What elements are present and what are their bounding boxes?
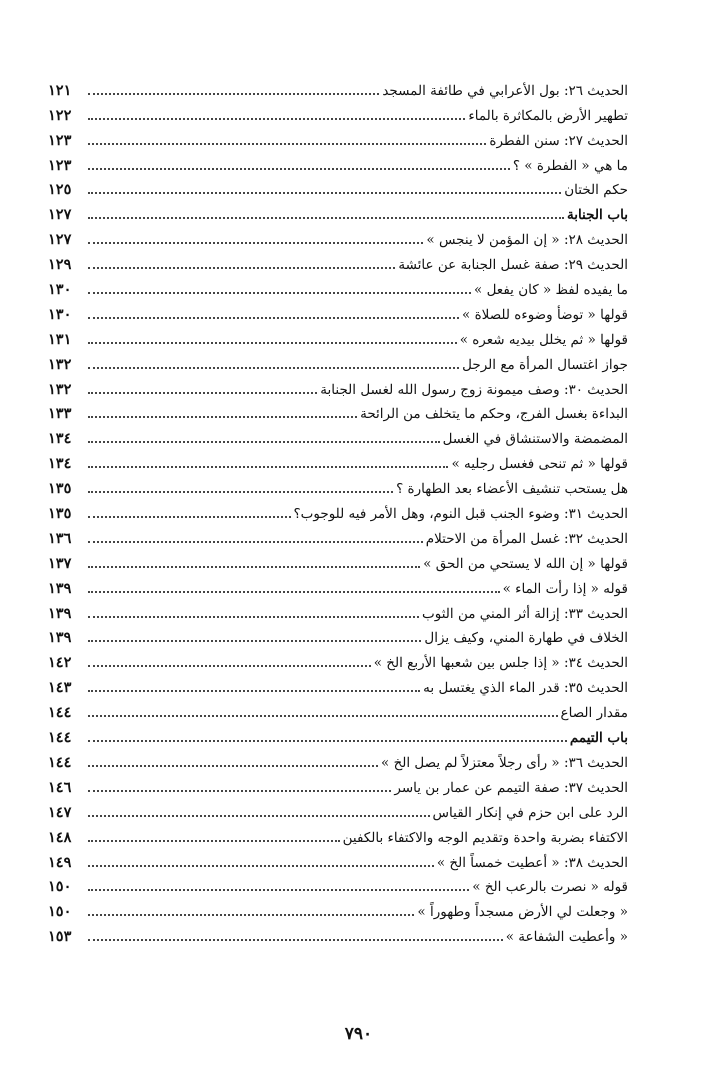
dot-leader [88,168,510,170]
toc-entry-title: الاكتفاء بضربة واحدة وتقديم الوجه والاكتفاء بالكفين [342,829,628,846]
toc-entry [48,124,628,149]
toc-entry [48,323,628,348]
toc-entry [48,273,628,299]
toc-entry [48,696,628,722]
dot-leader [88,640,421,642]
toc-entry-page: ١٣٠ [48,281,72,299]
dot-leader [88,566,420,568]
dot-leader [88,889,469,891]
dot-leader [88,342,457,344]
dot-leader [88,466,448,468]
toc-entry [48,821,628,846]
toc-entry-page: ١٢٧ [48,231,72,249]
toc-entry [48,248,628,274]
dot-leader [88,317,459,319]
toc-entry-title: « وجعلت لي الأرض مسجداً وطهوراً » [417,904,628,921]
toc-entry-title: تطهير الأرض بالمكاثرة بالماء [468,107,628,124]
table-of-contents [48,74,628,946]
toc-entry-title: قوله « نصرت بالرعب الخ » [472,879,628,896]
toc-entry-page: ١٣٤ [48,455,72,473]
toc-entry [48,746,628,771]
toc-entry [48,373,628,398]
dot-leader [88,790,391,792]
toc-entry-title: الخلاف في طهارة المني، وكيف يزال [424,630,628,647]
toc-entry-page: ١٥٣ [48,928,72,946]
dot-leader [88,541,423,543]
toc-entry-title: الحديث ٢٨: « إن المؤمن لا ينجس » [426,232,628,249]
toc-entry-page: ١٣٥ [48,505,72,523]
toc-entry [48,646,628,672]
toc-entry-title: الحديث ٣٨: « أعطيت خمساً الخ » [436,854,628,871]
dot-leader [88,815,430,817]
dot-leader [88,367,459,369]
toc-entry-title: الرد على ابن حزم في إنكار القياس [432,804,628,821]
toc-entry [48,771,628,796]
toc-entry [48,74,628,99]
dot-leader [88,267,395,269]
toc-entry [48,99,628,124]
toc-entry-page: ١٤٤ [48,753,72,771]
toc-entry-page: ١٢٣ [48,156,72,174]
toc-entry-title: قولها « توضأ وضوءه للصلاة » [462,306,628,323]
toc-entry-title: المضمضة والاستنشاق في الغسل [442,431,628,448]
toc-entry-page: ١٢٥ [48,181,72,199]
toc-entry [48,920,628,946]
toc-entry [48,871,628,896]
dot-leader [88,93,379,95]
toc-entry-page: ١٥٠ [48,878,72,896]
toc-entry-page: ١٤٣ [48,679,72,697]
toc-entry-title: الحديث ٣٦: « رأى رجلاً معتزلاً لم يصل الخ » [381,754,628,771]
toc-entry-title: قولها « إن الله لا يستحي من الحق » [423,555,628,572]
toc-entry [48,447,628,473]
toc-entry [48,796,628,821]
toc-entry [48,572,628,597]
toc-entry-title: ما هي « الفطرة » ؟ [512,157,628,174]
dot-leader [88,665,371,667]
dot-leader [88,715,558,717]
toc-entry-title: الحديث ٣٢: غسل المرأة من الاحتلام [425,530,628,547]
toc-entry-page: ١٣٢ [48,355,72,373]
toc-entry-title: ما يفيده لفظ « كان يفعل » [474,282,628,299]
toc-entry-title: الحديث ٣٣: إزالة أثر المني من الثوب [422,605,628,622]
toc-entry-page: ١٣٠ [48,305,72,323]
toc-entry-page: ١٣٤ [48,430,72,448]
toc-entry-title: الحديث ٢٦: بول الأعرابي في طائفة المسجد [382,82,628,99]
toc-entry-page: ١٤٩ [48,853,72,871]
toc-entry-page: ١٣١ [48,330,72,348]
toc-entry-page: ١٣٦ [48,529,72,547]
toc-entry-title: باب التيمم [569,730,628,747]
toc-entry-page: ١٤٨ [48,828,72,846]
toc-entry-title: باب الجنابة [566,207,628,224]
dot-leader [88,491,393,493]
page-number: ٧٩٠ [344,1024,373,1044]
toc-entry-page: ١٢٣ [48,131,72,149]
dot-leader [88,217,564,219]
dot-leader [88,939,503,941]
dot-leader [88,865,434,867]
dot-leader [88,416,357,418]
toc-entry [48,174,628,199]
dot-leader [88,192,561,194]
toc-entry-title: هل يستحب تنشيف الأعضاء بعد الطهارة ؟ [396,481,628,498]
toc-entry-title: حكم الختان [564,182,628,199]
toc-entry-page: ١٤٤ [48,704,72,722]
toc-entry-page: ١٢١ [48,81,72,99]
toc-entry-title: قوله « إذا رأت الماء » [502,580,628,597]
toc-entry-title: قولها « ثم تنحى فغسل رجليه » [451,456,628,473]
toc-entry [48,422,628,448]
toc-entry [48,721,628,747]
dot-leader [88,591,500,593]
toc-entry-title: الحديث ٢٩: صفة غسل الجنابة عن عائشة [398,257,628,274]
dot-leader [88,392,317,394]
toc-entry [48,671,628,697]
toc-entry [48,497,628,523]
toc-entry-title: الحديث ٢٧: سنن الفطرة [489,132,628,149]
toc-entry [48,198,628,224]
dot-leader [88,143,486,145]
dot-leader [88,840,340,842]
toc-entry-title: « وأعطيت الشفاعة » [505,929,628,946]
toc-entry-title: مقدار الصاع [560,705,628,722]
toc-entry-page: ١٣٧ [48,554,72,572]
toc-entry-title: الحديث ٣٤: « إذا جلس بين شعبها الأربع الخ » [373,655,628,672]
dot-leader [88,690,420,692]
toc-entry-page: ١٤٦ [48,778,72,796]
dot-leader [88,616,419,618]
toc-entry-title: الحديث ٣١: وضوء الجنب قبل النوم، وهل الأمر فيه للوجوب؟ [293,506,628,523]
toc-entry-page: ١٤٢ [48,654,72,672]
toc-entry [48,597,628,622]
toc-entry-title: الحديث ٣٧: صفة التيمم عن عمار بن ياسر [394,779,628,796]
toc-entry-page: ١٣٩ [48,629,72,647]
dot-leader [88,914,414,916]
toc-entry-title: البداءة بغسل الفرج، وحكم ما يتخلف من الرائحة [360,406,628,423]
toc-entry-page: ١٤٤ [48,729,72,747]
toc-entry [48,472,628,498]
toc-entry [48,348,628,373]
toc-entry-page: ١٣٣ [48,405,72,423]
toc-entry-page: ١٢٢ [48,106,72,124]
toc-entry [48,398,628,423]
toc-entry-page: ١٣٢ [48,380,72,398]
toc-entry [48,622,628,647]
toc-entry-page: ١٣٥ [48,480,72,498]
dot-leader [88,740,567,742]
toc-entry-page: ١٢٩ [48,256,72,274]
toc-entry-page: ١٥٠ [48,903,72,921]
dot-leader [88,118,465,120]
toc-entry [48,149,628,174]
toc-entry [48,223,628,249]
toc-entry [48,895,628,921]
toc-entry [48,522,628,547]
toc-entry-page: ١٣٩ [48,579,72,597]
dot-leader [88,441,440,443]
toc-entry-title: جواز اغتسال المرأة مع الرجل [462,356,628,373]
toc-entry-title: قولها « ثم يخلل بيديه شعره » [459,331,628,348]
toc-entry-title: الحديث ٣٠: وصف ميمونة زوج رسول الله لغسل الجنابة [320,381,628,398]
dot-leader [88,765,378,767]
toc-entry-title: الحديث ٣٥: قدر الماء الذي يغتسل به [423,680,628,697]
toc-entry [48,846,628,871]
dot-leader [88,242,423,244]
dot-leader [88,292,471,294]
toc-entry-page: ١٢٧ [48,206,72,224]
toc-entry [48,547,628,572]
toc-entry-page: ١٣٩ [48,604,72,622]
dot-leader [88,516,291,518]
toc-entry-page: ١٤٧ [48,803,72,821]
toc-entry [48,298,628,323]
